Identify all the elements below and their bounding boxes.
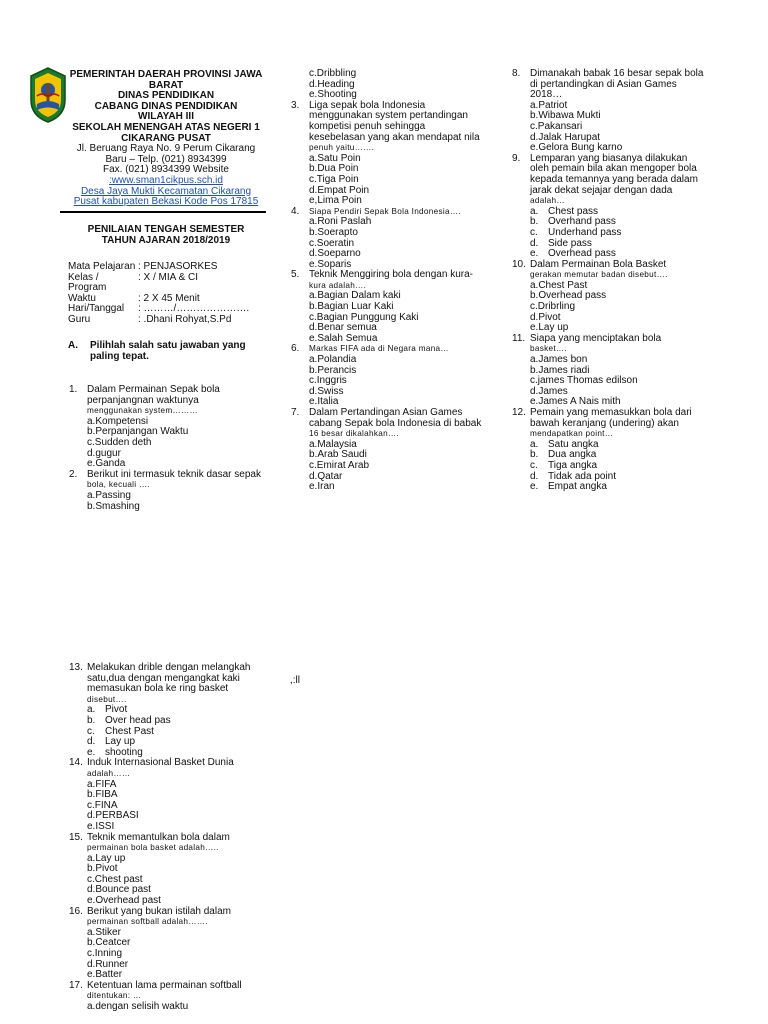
option: a.Satu Poin [309,152,361,164]
question-text: ditentukan: … [87,991,142,1001]
info-label: Mata Pelajaran [68,261,136,272]
option: b.Dua Poin [309,163,359,175]
question-9 [512,154,732,260]
option: b.Bagian Luar Kaki [309,301,394,313]
option-letter: b. [87,714,96,726]
location-line-1[interactable]: Desa Jaya Mukti Kecamatan Cikarang [80,185,252,197]
question-text: kura adalah…. [309,280,367,290]
question-number: 12. [512,407,526,418]
option-text: Tiga angka [548,459,598,471]
question-number: 7. [291,407,300,418]
question-number: 17. [69,979,83,991]
address-line-2: Baru – Telp. (021) 8934399 [105,153,227,165]
option: a.Stiker [87,926,121,938]
question-text: cabang Sepak bola Indonesia di babak [309,417,482,429]
option: d.Benar semua [309,322,377,334]
option: e.Salah Semua [309,332,378,344]
question-text: bola, kecuali …. [87,480,151,490]
option-letter: b. [530,216,539,228]
section-text-2: paling tepat. [90,350,149,362]
option: c.Dribrling [530,301,576,313]
option-letter: c. [530,459,538,471]
question-number: 2. [69,468,78,480]
header-line-2: BARAT [148,79,184,91]
option: a.Roni Paslah [309,216,372,228]
option: b.Pivot [87,863,118,875]
header-line-3: DINAS PENDIDIKAN [117,90,215,102]
question-number: 6. [291,343,300,355]
option-letter: e. [530,248,539,260]
info-value: : ………/…………………. [138,303,250,315]
option: d.James [530,385,568,397]
exam-title-line-1: PENILAIAN TENGAH SEMESTER [87,224,245,235]
info-value: : 2 X 45 Menit [138,292,200,304]
question-text: gerakan memutar badan disebut…. [530,270,668,280]
question-text: Teknik memantulkan bola dalam [87,831,230,843]
header-line-7: CIKARANG PUSAT [121,132,211,144]
option: c.Sudden deth [87,436,152,448]
question-text: 16 besar dikalahkan…. [309,429,400,439]
question-number: 5. [291,269,300,281]
option: b.James riadi [530,364,590,376]
option: c.Tiga Poin [309,173,359,185]
question-text: Melakukan drible dengan melangkah [87,662,251,673]
option: a.Bagian Dalam kaki [309,290,401,302]
option-text: Side pass [548,237,592,249]
option-text: Tidak ada point [548,470,617,482]
option: d.gugur [87,447,121,459]
option-letter: c. [530,226,538,238]
option: e.Overhead past [87,895,161,907]
exam-info [68,262,268,326]
option: c.Inning [87,948,123,960]
address-line-1: Jl. Beruang Raya No. 9 Perum Cikarang [76,143,256,155]
option: a.Patriot [530,99,568,111]
question-number: 10. [512,258,526,270]
option: b.FIBA [87,789,118,801]
option: a.Chest Past [530,279,588,291]
option: c.Soeratin [309,237,355,249]
option: a.Kompetensi [87,415,149,427]
question-text: satu,dua dengan mengangkat kaki [87,672,240,684]
question-text: kesebelasan yang akan mendapat nila [309,131,480,143]
question-text: Markas FIFA ada di Negara mana… [309,344,449,354]
option-letter: e. [530,481,539,493]
question-text: adalah…… [87,768,131,778]
option: b.Wibawa Mukti [530,110,601,122]
option: b.Perancis [309,364,357,376]
option: e,Lima Poin [309,195,362,207]
column-2 [291,69,501,493]
stray-mark: ,:ll [290,675,300,686]
question-text: Berikut ini termasuk teknik dasar sepak [87,468,261,480]
question-text: Dalam Permainan Bola Basket [530,258,667,270]
question-text: 2018… [530,89,563,101]
option: d.Empat Poin [309,184,370,196]
question-text: Liga sepak bola Indonesia [309,99,426,111]
question-text: kompetisi penuh sehingga [309,120,426,132]
option: d.Runner [87,958,129,970]
option: d.PERBASI [87,810,139,822]
question-2-continued [291,69,501,101]
question-5 [291,270,501,344]
option-text: Lay up [105,736,136,748]
option-letter: b. [530,449,539,461]
question-text: permainan bola basket adalah….. [87,843,219,853]
option: d.Jalak Harupat [530,131,601,143]
info-value: : PENJASORKES [138,261,218,272]
option-letter: a. [87,704,96,716]
section-a-instruction [68,341,268,362]
option-text: Overhand pass [548,216,616,228]
option: c.Chest past [87,873,143,885]
option: e.Lay up [530,322,569,334]
question-2 [69,470,269,512]
option-text: Empat angka [548,481,607,493]
option-text: Overhead pass [548,248,616,260]
address-line-3: Fax. (021) 8934399 Website [102,164,229,176]
section-letter: A. [68,340,78,351]
header-divider [60,211,266,213]
column-1-lower [69,663,269,1013]
question-text: perpanjangnan waktunya [87,394,199,406]
question-17 [69,981,269,1013]
question-8 [512,69,732,154]
option: e.Gelora Bung karno [530,142,623,154]
option: b.Perpanjangan Waktu [87,426,189,438]
option: d.Heading [309,78,355,90]
question-text: Berikut yang bukan istilah dalam [87,905,231,917]
option-letter: d. [87,736,96,748]
question-text: memasukan bola ke ring basket [87,683,229,695]
question-text: disebut…. [87,694,127,704]
option [530,228,732,239]
question-1 [69,385,269,470]
option: b.Soerapto [309,226,358,238]
option: e.Shooting [309,89,357,101]
option: e.ISSI [87,820,115,832]
option-letter: a. [530,205,539,217]
option: d.Qatar [309,470,343,482]
option-text: Dua angka [548,449,597,461]
option: c.FINA [87,799,118,811]
school-header [66,70,266,208]
question-number: 8. [512,68,521,79]
option: d.Soeparno [309,248,361,260]
header-line-5: WILAYAH III [138,111,194,123]
option: d.Swiss [309,385,344,397]
section-text-1: Pilihlah salah satu jawaban yang [90,340,246,351]
question-11 [512,334,732,408]
question-number: 4. [291,205,300,217]
question-number: 15. [69,831,83,843]
header-line-1: PEMERINTAH DAERAH PROVINSI JAWA [69,69,263,80]
question-text: Pemain yang memasukkan bola dari [530,407,692,418]
option: c.Pakansari [530,120,583,132]
option: e.James A Nais mith [530,396,621,408]
option-letter: a. [530,438,539,450]
question-text: jarak dekat sejajar dengan dada [530,184,673,196]
option-letter: d. [530,237,539,249]
option-letter: e. [87,746,96,758]
option: e.Italia [309,396,339,408]
question-text: Dalam Pertandingan Asian Games [309,407,463,418]
question-text: menggunakan system pertandingan [309,110,468,122]
question-15 [69,833,269,907]
option-text: Satu angka [548,438,599,450]
option: c.james Thomas edilson [530,375,638,387]
question-text: permainan softball adalah……. [87,917,208,927]
info-label: Kelas / Program [68,271,107,294]
question-text: basket…. [530,344,567,354]
column-1-upper [69,385,269,512]
option: e.Batter [87,969,123,981]
option: e.Soparis [309,258,352,270]
question-text: Dalam Permainan Sepak bola [87,384,220,395]
option: c.Bagian Punggung Kaki [309,311,419,323]
header-line-4: CABANG DINAS PENDIDIKAN [94,100,238,112]
option: a.James bon [530,354,588,366]
option-text: Chest pass [548,205,599,217]
question-6 [291,344,501,408]
option: a.Polandia [309,354,357,366]
question-4 [291,207,501,271]
info-label: Guru [68,313,91,325]
option: a.dengan selisih waktu [87,1001,189,1012]
question-number: 1. [69,384,78,395]
question-number: 3. [291,99,300,111]
header-line-6: SEKOLAH MENENGAH ATAS NEGERI 1 [72,121,260,133]
question-7 [291,408,501,493]
option: b.Ceatcer [87,937,131,949]
question-text: Teknik Menggiring bola dengan kura- [309,269,473,281]
question-text: menggunakan system……… [87,406,198,416]
question-number: 13. [69,662,83,673]
question-number: 11. [512,332,526,344]
question-12 [512,408,732,493]
website-link[interactable]: :www.sman1cikpus.sch.id [109,174,223,186]
option: a.Malaysia [309,438,357,450]
option: c.Emirat Arab [309,459,370,471]
exam-title [66,225,266,246]
question-14 [69,758,269,832]
question-13 [69,663,269,758]
option: c.Dribbling [309,68,357,79]
question-number: 14. [69,757,83,769]
question-text: penuh yaitu……. [309,143,375,153]
question-16 [69,907,269,981]
option-letter: d. [530,470,539,482]
option: a.FIFA [87,778,117,790]
option: a.Lay up [87,852,126,864]
option-letter: c. [87,725,95,737]
info-value: : .Dhani Rohyat,S.Pd [138,313,232,325]
option: e.Iran [309,481,335,493]
option: b.Smashing [87,500,140,512]
question-text: Siapa yang menciptakan bola [530,332,662,344]
info-label: Hari/Tanggal [68,303,125,315]
option: e.Ganda [87,458,126,470]
option-text: Chest Past [105,725,154,737]
question-text: oleh pemain bila akan mengoper bola [530,163,697,175]
option: b.Overhead pass [530,290,607,302]
column-3 [512,69,732,493]
option [530,482,732,493]
option [530,461,732,472]
question-text: Lemparan yang biasanya dilakukan [530,152,688,164]
option-text: shooting [105,746,143,758]
question-10 [512,260,732,334]
question-number: 16. [69,905,83,917]
question-text: bawah keranjang (undering) akan [530,417,679,429]
option: b.Arab Saudi [309,449,367,461]
option: d.Bounce past [87,884,151,896]
option-text: Pivot [105,704,128,716]
question-text: Induk Internasional Basket Dunia [87,757,234,769]
question-text: adalah… [530,196,565,206]
question-text: di pertandingkan di Asian Games [530,78,677,90]
question-text: Ketentuan lama permainan softball [87,979,242,991]
question-text: Dimanakah babak 16 besar sepak bola [530,68,704,79]
question-number: 9. [512,152,521,164]
option: c.Inggris [309,375,347,387]
option: d.Pivot [530,311,561,323]
info-label: Waktu [68,292,96,304]
question-3 [291,101,501,207]
jawa-barat-emblem [28,66,68,124]
option-text: Underhand pass [548,226,622,238]
question-text: Siapa Pendiri Sepak Bola Indonesia…. [309,206,461,216]
info-value: : X / MIA & CI [138,271,199,283]
question-text: mendapatkan point… [530,429,614,439]
option: a.Passing [87,489,131,501]
location-line-2[interactable]: Pusat kabupaten Bekasi Kode Pos 17815 [73,196,259,208]
option [87,716,269,727]
exam-title-line-2: TAHUN AJARAN 2018/2019 [101,234,231,246]
question-text: kepada temannya yang berada dalam [530,173,698,185]
option-text: Over head pas [105,714,171,726]
